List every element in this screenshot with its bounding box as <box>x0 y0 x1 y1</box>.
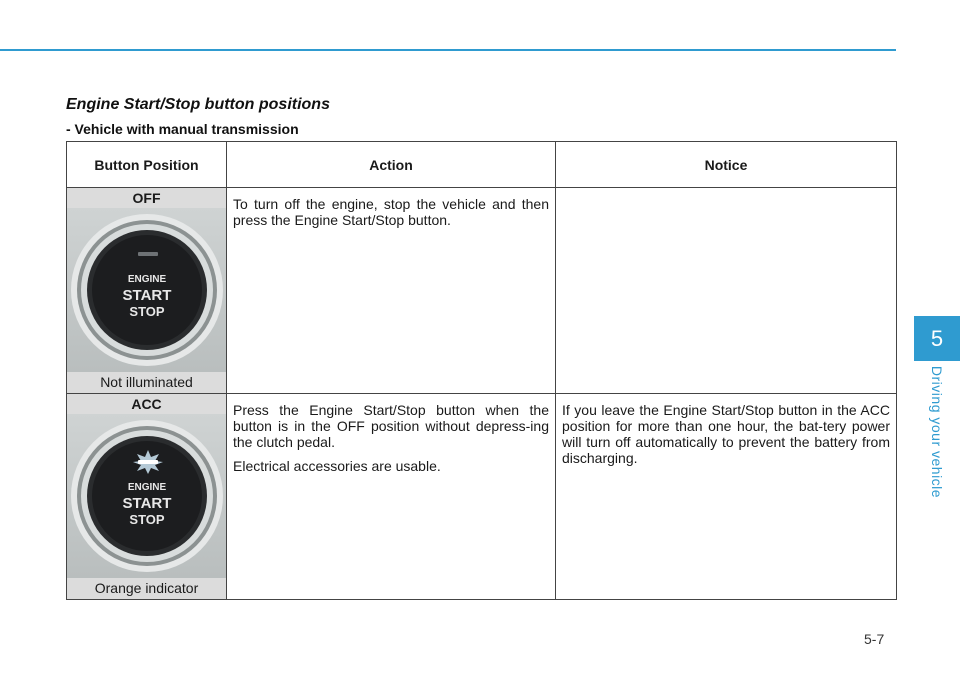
header-rule <box>0 49 896 51</box>
action-text: Electrical accessories are usable. <box>233 458 441 474</box>
button-label-start: START <box>122 495 172 512</box>
subtitle: - Vehicle with manual transmission <box>66 121 299 137</box>
table-row <box>67 188 897 394</box>
header-button-position: Button Position <box>67 142 227 188</box>
position-caption: Orange indicator <box>67 578 226 599</box>
section-title: Engine Start/Stop button positions <box>66 96 330 113</box>
action-cell <box>227 394 556 600</box>
button-label-engine: ENGINE <box>127 274 167 285</box>
header-action: Action <box>227 142 556 188</box>
button-label-stop: STOP <box>129 304 165 319</box>
position-name: OFF <box>67 188 226 208</box>
action-cell <box>227 188 556 394</box>
button-positions-table <box>66 141 897 600</box>
indicator-light <box>138 252 158 256</box>
chapter-label: Driving your vehicle <box>929 365 945 499</box>
table-header-row <box>67 142 897 188</box>
position-cell <box>67 394 227 600</box>
notice-cell <box>556 188 897 394</box>
header-notice: Notice <box>556 142 897 188</box>
table-row <box>67 394 897 600</box>
chapter-tab: 5 <box>914 316 960 361</box>
page-number: 5-7 <box>864 631 885 647</box>
action-text: Press the Engine Start/Stop button when the button is in the OFF position without depress-ing the clutch pedal. <box>233 402 549 450</box>
button-label-stop: STOP <box>129 512 165 527</box>
button-label-engine: ENGINE <box>127 482 167 493</box>
notice-text: If you leave the Engine Start/Stop button in the ACC position for more than one hour, the bat-tery power will turn off automatically to prevent the battery from discharging. <box>562 402 890 466</box>
notice-cell <box>556 394 897 600</box>
button-label-start: START <box>122 287 172 304</box>
start-button-image <box>67 208 226 372</box>
position-name: ACC <box>67 394 226 414</box>
position-caption: Not illuminated <box>67 372 226 393</box>
start-button-image <box>67 414 226 578</box>
action-text: To turn off the engine, stop the vehicle and then press the Engine Start/Stop button. <box>233 196 549 228</box>
position-cell <box>67 188 227 394</box>
